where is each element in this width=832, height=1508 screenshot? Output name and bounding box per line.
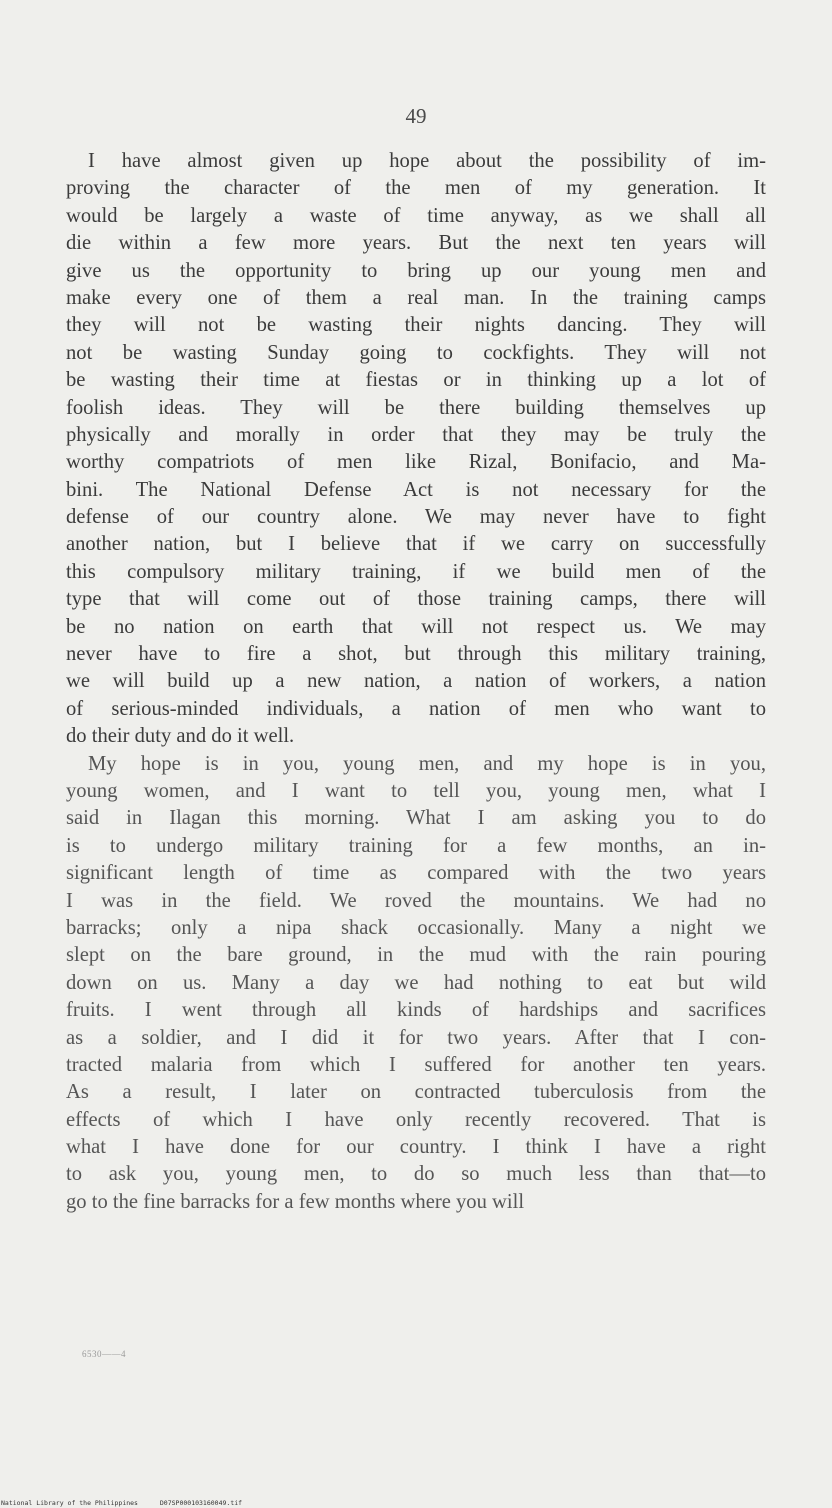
footer-filename: D07SP000103160049.tif: [159, 1499, 243, 1507]
text-line: proving the character of the men of my generation. It: [66, 177, 766, 200]
text-line: not be wasting Sunday going to cockfights. They will not: [66, 341, 766, 364]
text-line: worthy compatriots of men like Rizal, Bonifacio, and Ma-: [66, 451, 766, 474]
scan-footer: [1, 1499, 260, 1507]
text-line: I have almost given up hope about the possibility of im-: [88, 150, 766, 172]
text-line: never have to fire a shot, but through this military training,: [66, 643, 766, 666]
text-line: of serious-minded individuals, a nation of men who want to: [66, 697, 766, 720]
text-line: tracted malaria from which I suffered for another ten years.: [66, 1053, 766, 1076]
text-line: to ask you, young men, to do so much less than that—to: [66, 1163, 766, 1186]
text-line: As a result, I later on contracted tuberculosis from the: [66, 1081, 766, 1104]
paragraph-2: [66, 751, 766, 1217]
page-number: 49: [405, 104, 427, 128]
text-line: fruits. I went through all kinds of hardships and sacrifices: [66, 999, 766, 1022]
text-line: as a soldier, and I did it for two years. After that I con-: [66, 1026, 766, 1049]
text-line: effects of which I have only recently recovered. That is: [66, 1108, 766, 1131]
text-line: we will build up a new nation, a nation of workers, a nation: [66, 670, 766, 693]
text-line: barracks; only a nipa shack occasionally. Many a night we: [66, 916, 766, 939]
text-line: die within a few more years. But the next ten years will: [66, 232, 766, 255]
text-line: they will not be wasting their nights dancing. They will: [66, 314, 766, 337]
text-line: I was in the field. We roved the mountains. We had no: [66, 889, 766, 912]
text-line: significant length of time as compared with the two years: [66, 862, 766, 885]
text-line: what I have done for our country. I think I have a right: [66, 1136, 766, 1159]
text-line: go to the fine barracks for a few months where you will: [66, 1190, 525, 1213]
text-line: defense of our country alone. We may never have to fight: [66, 506, 766, 529]
text-line: My hope is in you, young men, and my hope is in you,: [88, 752, 766, 775]
paragraph-1: [66, 148, 766, 751]
text-line: said in Ilagan this morning. What I am asking you to do: [66, 807, 766, 830]
text-line: give us the opportunity to bring up our young men and: [66, 259, 766, 282]
signature-mark: 6530——4: [82, 1349, 126, 1359]
text-line: this compulsory military training, if we build men of the: [66, 560, 766, 583]
text-line: foolish ideas. They will be there building themselves up: [66, 396, 766, 419]
text-line: be wasting their time at fiestas or in thinking up a lot of: [66, 369, 766, 392]
text-line: slept on the bare ground, in the mud with the rain pouring: [66, 944, 766, 967]
footer-library: National Library of the Philippines: [1, 1499, 138, 1507]
text-line: another nation, but I believe that if we carry on successfully: [66, 533, 766, 556]
text-line: be no nation on earth that will not respect us. We may: [66, 615, 766, 638]
text-line: physically and morally in order that they may be truly the: [66, 423, 766, 446]
body-text: [66, 148, 766, 1216]
text-line: bini. The National Defense Act is not necessary for the: [66, 478, 766, 501]
text-line: young women, and I want to tell you, young men, what I: [66, 779, 766, 802]
text-line: make every one of them a real man. In the training camps: [66, 286, 766, 309]
text-line: do their duty and do it well.: [66, 725, 295, 748]
text-line: down on us. Many a day we had nothing to eat but wild: [66, 971, 766, 994]
text-line: would be largely a waste of time anyway, as we shall all: [66, 204, 766, 227]
text-line: type that will come out of those training camps, there will: [66, 588, 766, 611]
text-line: is to undergo military training for a few months, an in-: [66, 834, 766, 857]
